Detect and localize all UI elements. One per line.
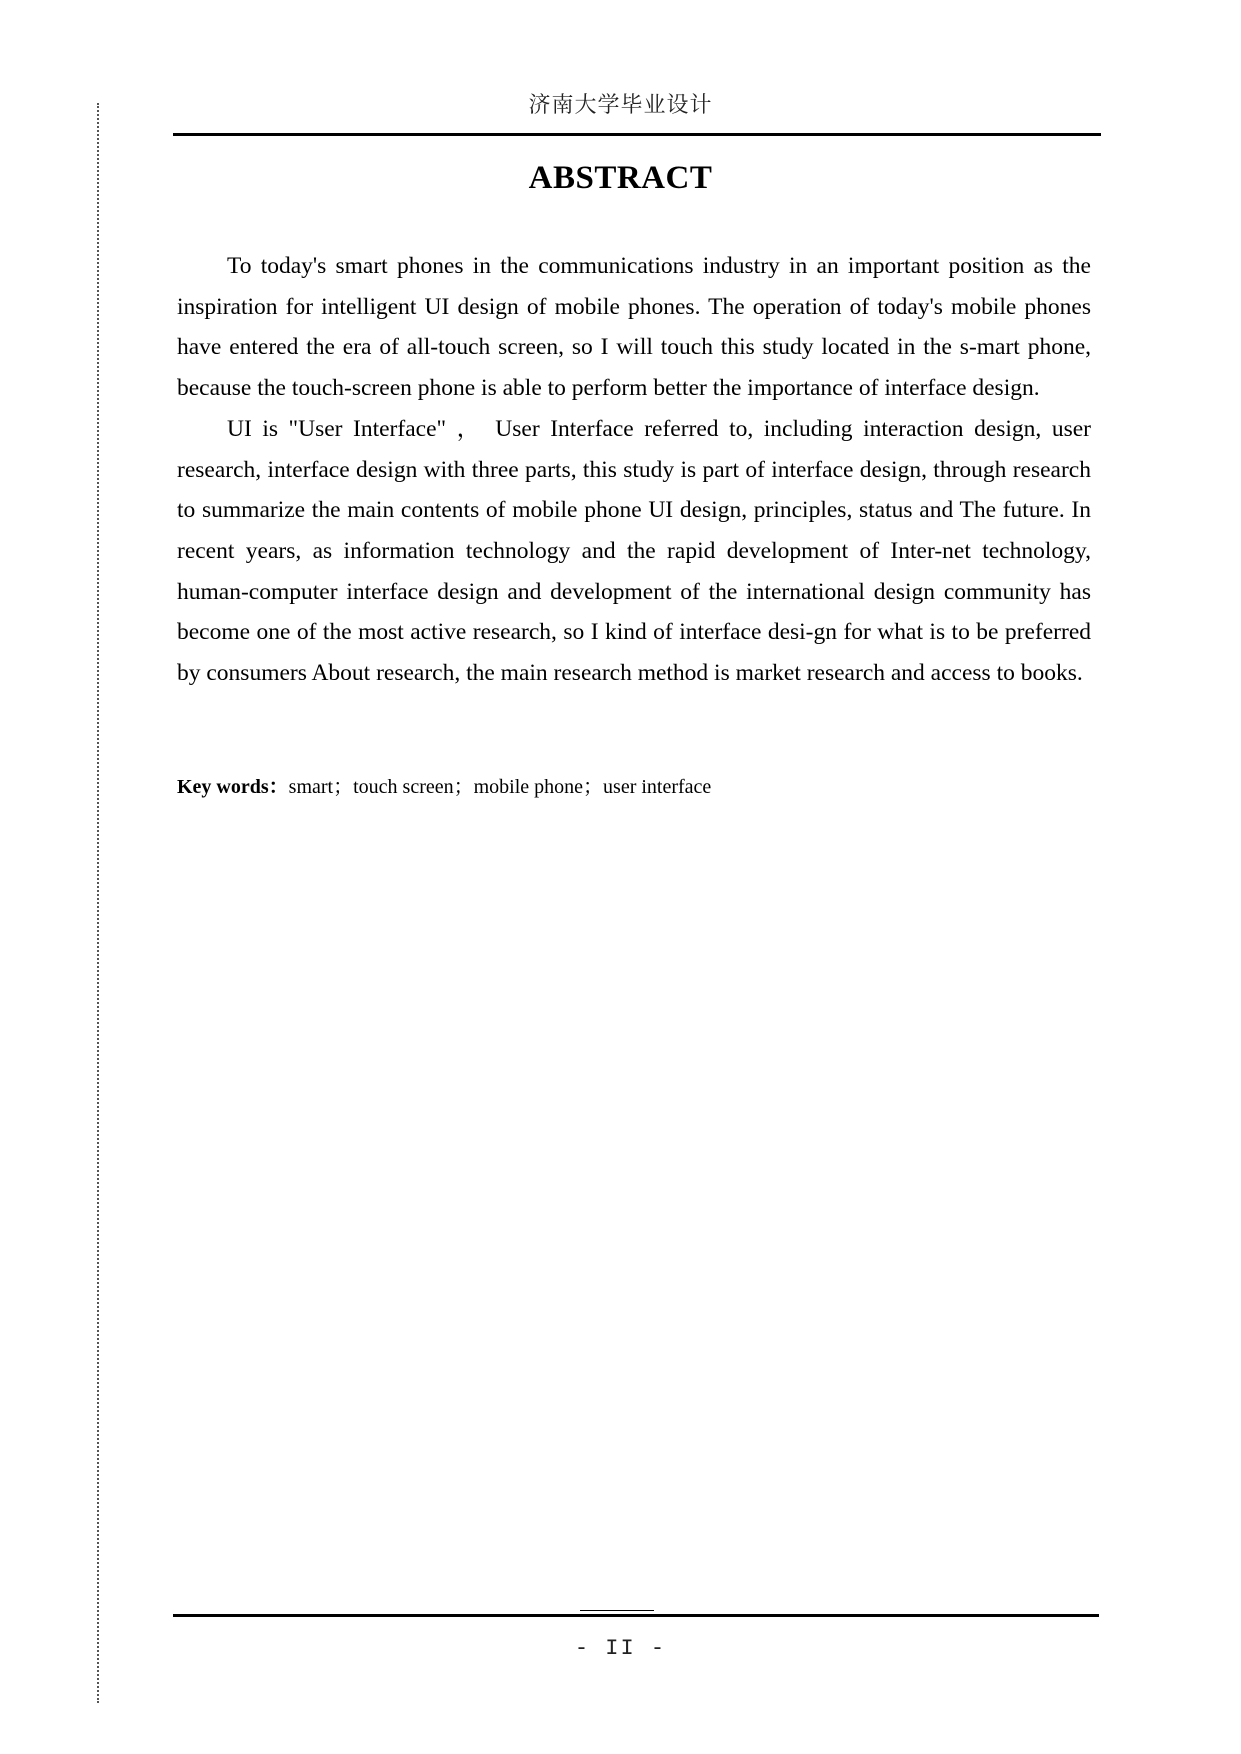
abstract-body <box>177 246 1091 694</box>
footer-rule <box>173 1614 1099 1617</box>
abstract-paragraph-2: UI is "User Interface" ， User Interface referred to, including interaction design, user research, interface design with three parts, this study is part of interface design, through research to summarize the main contents of mobile phone UI design, principles, status and The future. In recent years, as information technology and the rapid development of Inter-net technology, human-computer interface design and development of the international design community has become one of the most active research, so I kind of interface desi-gn for what is to be preferred by consumers About research, the main research method is market research and access to books. <box>177 415 1091 687</box>
running-header: 济南大学毕业设计 <box>528 93 713 118</box>
abstract-title: ABSTRACT <box>528 160 713 196</box>
binding-margin-line <box>97 103 99 1703</box>
keywords-label: Key words： <box>177 776 289 798</box>
page-number: - II - <box>574 1636 667 1661</box>
footer-rule-accent <box>580 1610 654 1611</box>
keywords-values: smart；touch screen；mobile phone；user interface <box>288 776 712 798</box>
keywords-line <box>177 775 711 799</box>
header-rule <box>173 133 1101 136</box>
abstract-paragraph-1: To today's smart phones in the communications industry in an important position as the inspiration for intelligent UI design of mobile phones. The operation of today's mobile phones have entered the era of all-touch screen, so I will touch this study located in the s-mart phone, because the touch-screen phone is able to perform better the importance of interface design. <box>177 253 1091 402</box>
